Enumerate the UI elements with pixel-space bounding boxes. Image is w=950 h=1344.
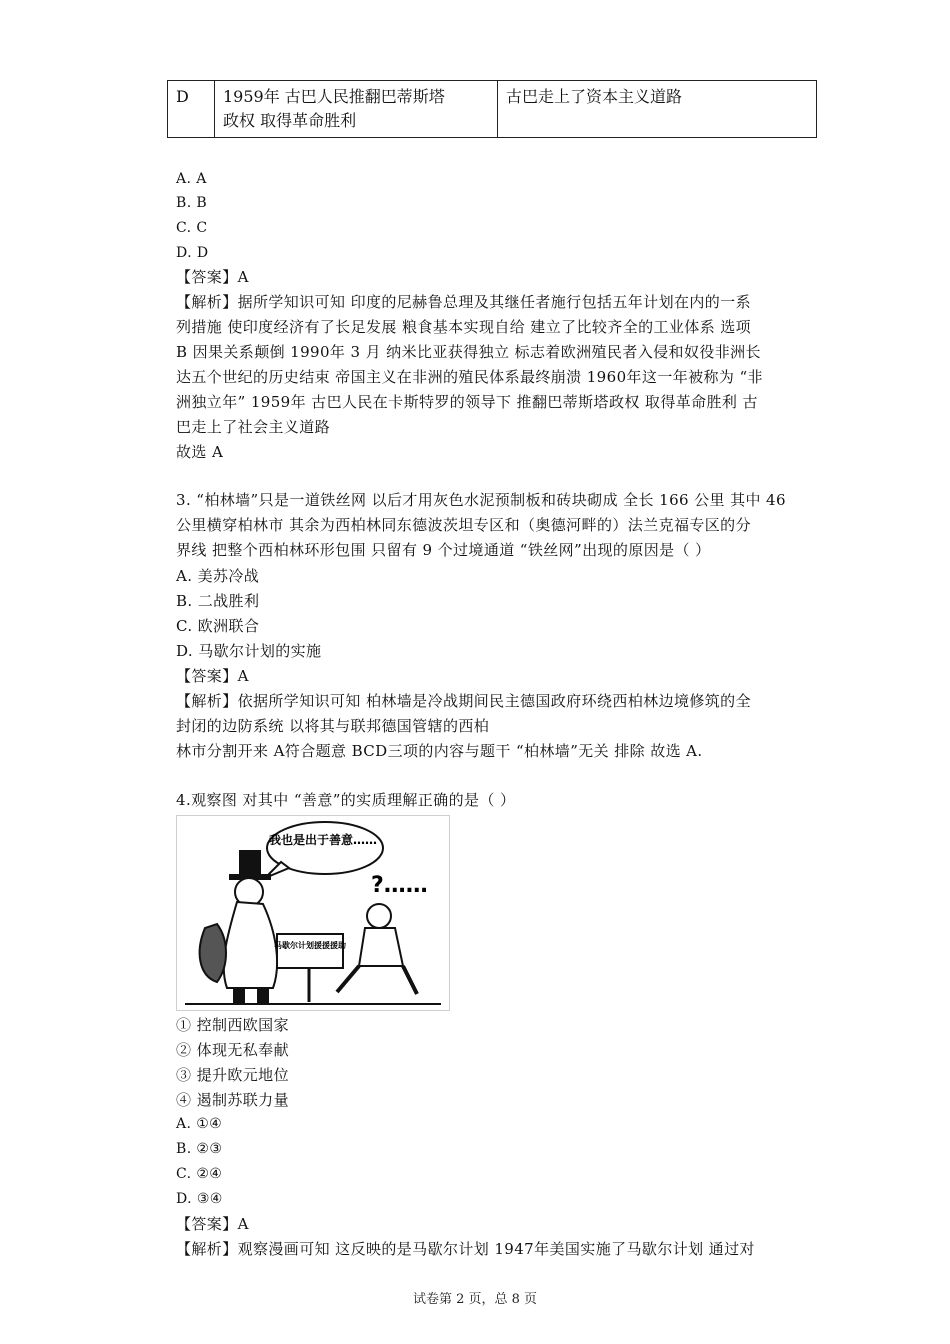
q4-statement-2: ② 体现无私奉献 xyxy=(176,1041,289,1059)
table-cell-result: 古巴走上了资本主义道路 xyxy=(498,81,817,138)
european-legs xyxy=(337,966,417,994)
table-cell-event xyxy=(215,81,498,138)
q2-analysis-line: 列措施 使印度经济有了长足发展 粮食基本实现自给 建立了比较齐全的工业体系 选项 xyxy=(176,318,752,336)
q3-stem-line: 3. “柏林墙”只是一道铁丝网 以后才用灰色水泥预制板和砖块砌成 全长 166 公里 其中 46 xyxy=(176,491,786,509)
q2-option-c: C. C xyxy=(176,220,208,236)
speech-bubble-text: 我也是出于善意…… xyxy=(268,833,378,847)
q4-statement-3: ③ 提升欧元地位 xyxy=(176,1066,289,1084)
q2-analysis-line: 巴走上了社会主义道路 xyxy=(176,418,331,436)
q4-option-c: C. ②④ xyxy=(176,1166,223,1182)
q3-option-c: C. 欧洲联合 xyxy=(176,617,260,635)
marshall-plan-sign xyxy=(277,934,343,968)
q4-statement-4: ④ 遏制苏联力量 xyxy=(176,1091,289,1109)
q2-option-b: B. B xyxy=(176,195,208,211)
q3-option-a: A. 美苏冷战 xyxy=(176,567,260,585)
q3-option-d: D. 马歇尔计划的实施 xyxy=(176,642,322,660)
uncle-sam-body xyxy=(224,902,277,988)
q4-answer: 【答案】A xyxy=(176,1215,249,1233)
table-cell-option: D xyxy=(168,81,215,138)
q2-conclusion: 故选 A xyxy=(176,443,224,461)
q3-stem-line: 公里横穿柏林市 其余为西柏林同东德波茨坦专区和（奥德河畔的）法兰克福专区的分 xyxy=(176,516,751,534)
q4-statement-1: ① 控制西欧国家 xyxy=(176,1016,289,1034)
sign-text: 马歇尔计划援援援助 xyxy=(274,941,346,950)
marshall-plan-cartoon xyxy=(176,815,450,1011)
q3-analysis-line: 封闭的边防系统 以将其与联邦德国管辖的西柏 xyxy=(176,717,490,735)
q4-analysis-line: 【解析】观察漫画可知 这反映的是马歇尔计划 1947年美国实施了马歇尔计划 通过对 xyxy=(176,1240,755,1258)
money-bag xyxy=(200,924,226,982)
uncle-sam-leg xyxy=(257,988,269,1004)
q4-stem: 4.观察图 对其中 “善意”的实质理解正确的是（ ） xyxy=(176,791,516,809)
q4-option-d: D. ③④ xyxy=(176,1191,223,1207)
q2-analysis-line: 洲独立年” 1959年 古巴人民在卡斯特罗的领导下 推翻巴蒂斯塔政权 取得革命胜利 古 xyxy=(176,393,758,411)
question-marks: ?…… xyxy=(371,873,428,898)
q2-option-d: D. D xyxy=(176,245,209,261)
q3-stem-line: 界线 把整个西柏林环形包围 只留有 9 个过境通道 “铁丝网”出现的原因是（ ） xyxy=(176,541,711,559)
q4-option-b: B. ②③ xyxy=(176,1141,223,1157)
table-row xyxy=(168,81,817,138)
answer-options-table xyxy=(167,80,817,138)
q2-analysis-line: 【解析】据所学知识可知 印度的尼赫鲁总理及其继任者施行包括五年计划在内的一系 xyxy=(176,293,751,311)
q3-analysis-line: 【解析】依据所学知识可知 柏林墙是冷战期间民主德国政府环绕西柏林边境修筑的全 xyxy=(176,692,751,710)
q2-option-a: A. A xyxy=(176,171,207,187)
event-line-1: 1959年 古巴人民推翻巴蒂斯塔 xyxy=(223,87,445,106)
q3-option-b: B. 二战胜利 xyxy=(176,592,260,610)
q2-answer: 【答案】A xyxy=(176,268,249,286)
european-body xyxy=(359,928,403,966)
q4-option-a: A. ①④ xyxy=(176,1116,223,1132)
q2-analysis-line: B 因果关系颠倒 1990年 3 月 纳米比亚获得独立 标志着欧洲殖民者入侵和奴役非洲长 xyxy=(176,343,761,361)
top-hat xyxy=(239,850,261,876)
event-line-2: 政权 取得革命胜利 xyxy=(223,111,357,130)
q3-answer: 【答案】A xyxy=(176,667,249,685)
q2-analysis-line: 达五个世纪的历史结束 帝国主义在非洲的殖民体系最终崩溃 1960年这一年被称为 “非 xyxy=(176,368,763,386)
page-footer: 试卷第 2 页，总 8 页 xyxy=(412,1292,538,1307)
q3-analysis-line: 林市分割开来 A符合题意 BCD三项的内容与题干 “柏林墙”无关 排除 故选 A. xyxy=(176,742,703,760)
uncle-sam-leg xyxy=(233,988,245,1004)
european-head xyxy=(367,904,391,928)
cartoon-drawing xyxy=(177,816,449,1010)
